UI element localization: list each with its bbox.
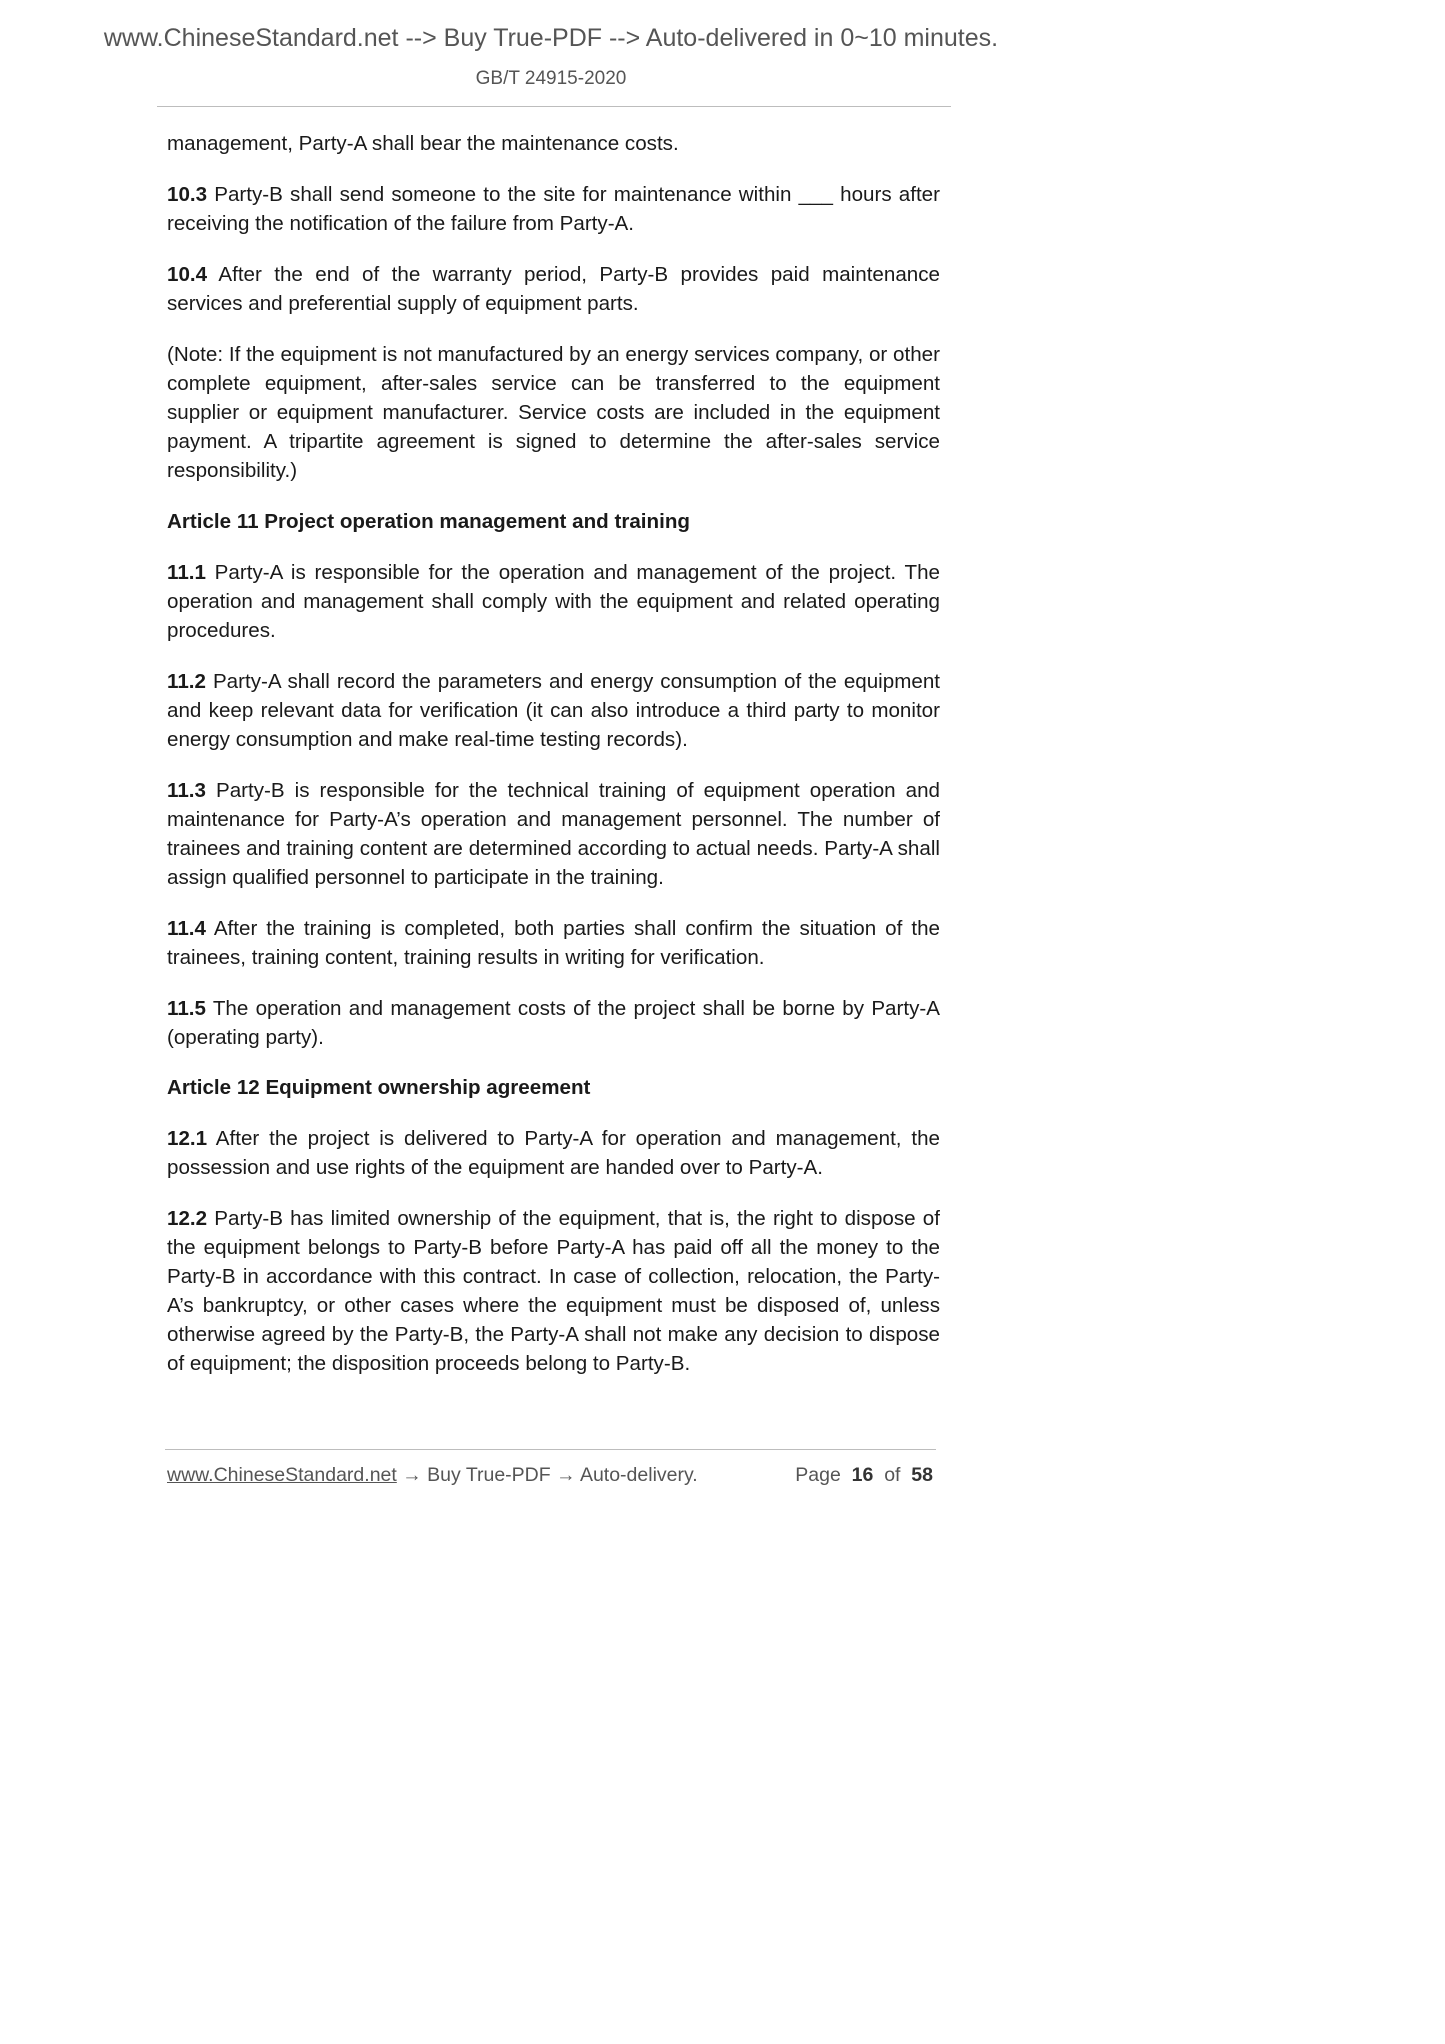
article-12-heading: Article 12 Equipment ownership agreement xyxy=(167,1076,591,1099)
clause-text: Party-B is responsible for the technical training of equipment operation and maintenance for Party-A’s operation and management personnel. The number of trainees and training content are determined according to actual needs. Party-A shall assign qualified personnel to participate in the training. xyxy=(167,779,940,889)
clause-10-4 xyxy=(167,260,940,318)
page-current: 16 xyxy=(851,1464,874,1486)
clause-text: Party-A shall record the parameters and energy consumption of the equipment and keep relevant data for verification (it can also introduce a third party to monitor energy consumption and make real-time testing records). xyxy=(167,670,940,751)
footer-site-link[interactable]: www.ChineseStandard.net xyxy=(167,1464,397,1486)
paragraph-continuation: management, Party-A shall bear the maintenance costs. xyxy=(167,132,679,155)
clause-number: 10.3 xyxy=(167,183,208,206)
clause-11-1 xyxy=(167,558,940,645)
clause-text: Party-A is responsible for the operation and management of the project. The operation and management shall comply with the equipment and related operating procedures. xyxy=(167,561,940,642)
clause-number: 11.2 xyxy=(167,670,206,693)
clause-number: 11.1 xyxy=(167,561,206,584)
clause-text: After the project is delivered to Party-A for operation and management, the possession and use rights of the equipment are handed over to Party-A. xyxy=(167,1127,940,1179)
banner-text: www.ChineseStandard.net --> Buy True-PDF --> Auto-delivered in 0~10 minutes. xyxy=(103,24,999,52)
page-of-label: of xyxy=(884,1464,901,1486)
clause-number: 11.4 xyxy=(167,917,206,940)
page-indicator xyxy=(795,1464,933,1487)
clause-number: 10.4 xyxy=(167,263,208,286)
clause-number: 11.5 xyxy=(167,997,206,1020)
footer-promo xyxy=(167,1464,698,1487)
clause-text: The operation and management costs of the project shall be borne by Party-A (operating party). xyxy=(167,997,940,1049)
clause-text: After the end of the warranty period, Party-B provides paid maintenance services and preferential supply of equipment parts. xyxy=(167,263,940,315)
clause-number: 12.2 xyxy=(167,1207,208,1230)
clause-12-1 xyxy=(167,1124,940,1182)
note-paragraph: (Note: If the equipment is not manufactured by an energy services company, or other complete equipment, after-sales service can be transferred to the equipment supplier or equipment manufacturer. Service costs are included in the equipment payment. A tripartite agreement is signed to determine the after-sales service responsibility.) xyxy=(167,343,940,482)
page-label: Page xyxy=(795,1464,841,1486)
clause-11-4 xyxy=(167,914,940,972)
clause-11-3 xyxy=(167,776,940,892)
clause-text: Party-B shall send someone to the site for maintenance within ___ hours after receiving the notification of the failure from Party-A. xyxy=(167,183,940,235)
page-content xyxy=(167,129,940,1400)
clause-number: 12.1 xyxy=(167,1127,208,1150)
clause-11-2 xyxy=(167,667,940,754)
footer-promo-text: → Buy True-PDF → Auto-delivery. xyxy=(396,1464,698,1486)
clause-12-2 xyxy=(167,1204,940,1378)
clause-10-3 xyxy=(167,180,940,238)
page-total: 58 xyxy=(911,1464,933,1486)
clause-number: 11.3 xyxy=(167,779,206,802)
page-footer xyxy=(167,1464,933,1494)
clause-11-5 xyxy=(167,994,940,1052)
article-11-heading: Article 11 Project operation management and training xyxy=(167,510,690,533)
footer-divider xyxy=(165,1449,936,1450)
clause-text: After the training is completed, both parties shall confirm the situation of the trainees, training content, training results in writing for verification. xyxy=(167,917,940,969)
clause-text: Party-B has limited ownership of the equipment, that is, the right to dispose of the equipment belongs to Party-B before Party-A has paid off all the money to the Party-B in accordance with this contract. In case of collection, relocation, the Party-A’s bankruptcy, or other cases where the equipment must be disposed of, unless otherwise agreed by the Party-B, the Party-A shall not make any decision to dispose of equipment; the disposition proceeds belong to Party-B. xyxy=(167,1207,940,1375)
standard-code: GB/T 24915-2020 xyxy=(475,68,627,89)
header-divider xyxy=(157,106,951,107)
